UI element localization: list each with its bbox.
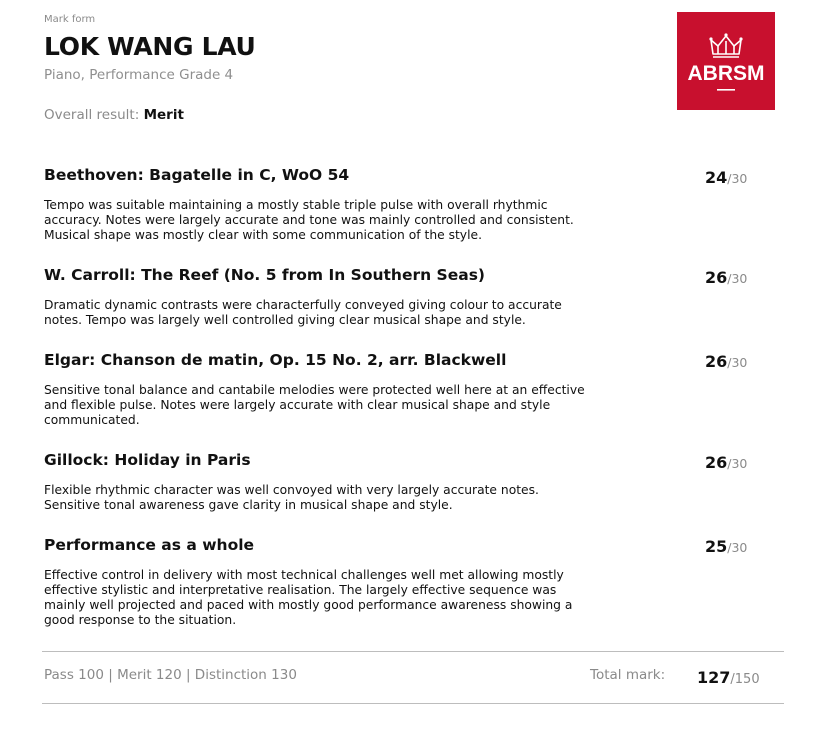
section-mark-5: [705, 537, 747, 556]
section-comment: Dramatic dynamic contrasts were characterfully conveyed giving colour to accurate notes. Tempo was largely well controlled giving clear musical shape and style.: [44, 298, 562, 327]
section-piece-1: [44, 166, 764, 243]
abrsm-logo: [677, 12, 775, 110]
form-label: Mark form: [44, 14, 96, 25]
crown-icon: [677, 12, 775, 110]
section-title: Elgar: Chanson de matin, Op. 15 No. 2, arr. Blackwell: [44, 351, 507, 369]
section-comment: Sensitive tonal balance and cantabile melodies were protected well here at an effective and flexible pulse. Notes were largely accurate with clear musical shape and style communicated.: [44, 383, 585, 427]
score-max: /30: [727, 171, 748, 186]
section-mark-4: [705, 453, 747, 472]
section-mark-1: [705, 168, 747, 187]
total-mark: [697, 668, 760, 687]
total-score-value: 127: [697, 668, 731, 687]
logo-text: ABRSM: [687, 62, 765, 85]
section-mark-2: [705, 268, 747, 287]
score-value: 24: [705, 168, 728, 187]
overall-result-value: Merit: [143, 107, 184, 123]
score-value: 26: [705, 352, 728, 371]
section-comment: Flexible rhythmic character was well convoyed with very largely accurate notes. Sensitive tonal awareness gave clarity in musical shape and style.: [44, 483, 539, 512]
score-value: 25: [705, 537, 728, 556]
score-value: 26: [705, 453, 728, 472]
section-piece-3: [44, 351, 764, 428]
score-max: /30: [727, 540, 748, 555]
score-max: /30: [727, 271, 748, 286]
score-value: 26: [705, 268, 728, 287]
section-mark-3: [705, 352, 747, 371]
footer-top-divider: [42, 651, 784, 652]
section-title: Gillock: Holiday in Paris: [44, 451, 251, 469]
total-mark-label: Total mark:: [590, 667, 666, 683]
grade-thresholds: Pass 100 | Merit 120 | Distinction 130: [44, 667, 297, 683]
section-piece-2: [44, 266, 764, 328]
section-piece-4: [44, 451, 764, 513]
section-comment: Effective control in delivery with most technical challenges well met allowing mostly effective stylistic and interpretative realisation. The largely effective sequence was mainly well projected and paced with mostly good performance awareness showing a good response to the situation.: [44, 568, 573, 627]
section-performance-whole: [44, 536, 764, 628]
overall-result: [44, 107, 184, 123]
section-comment: Tempo was suitable maintaining a mostly stable triple pulse with overall rhythmic accuracy. Notes were largely accurate and tone was mainly controlled and consistent. Musical shape was mostly clear with some communication of the style.: [44, 198, 574, 242]
section-title: Beethoven: Bagatelle in C, WoO 54: [44, 166, 350, 184]
total-score-max: /150: [730, 672, 760, 687]
score-max: /30: [727, 355, 748, 370]
exam-subtitle: Piano, Performance Grade 4: [44, 67, 234, 83]
section-title: W. Carroll: The Reef (No. 5 from In Southern Seas): [44, 266, 486, 284]
score-max: /30: [727, 456, 748, 471]
overall-result-label: Overall result:: [44, 107, 140, 123]
footer-bottom-divider: [42, 703, 784, 704]
candidate-name: LOK WANG LAU: [44, 32, 256, 61]
section-title: Performance as a whole: [44, 536, 255, 554]
